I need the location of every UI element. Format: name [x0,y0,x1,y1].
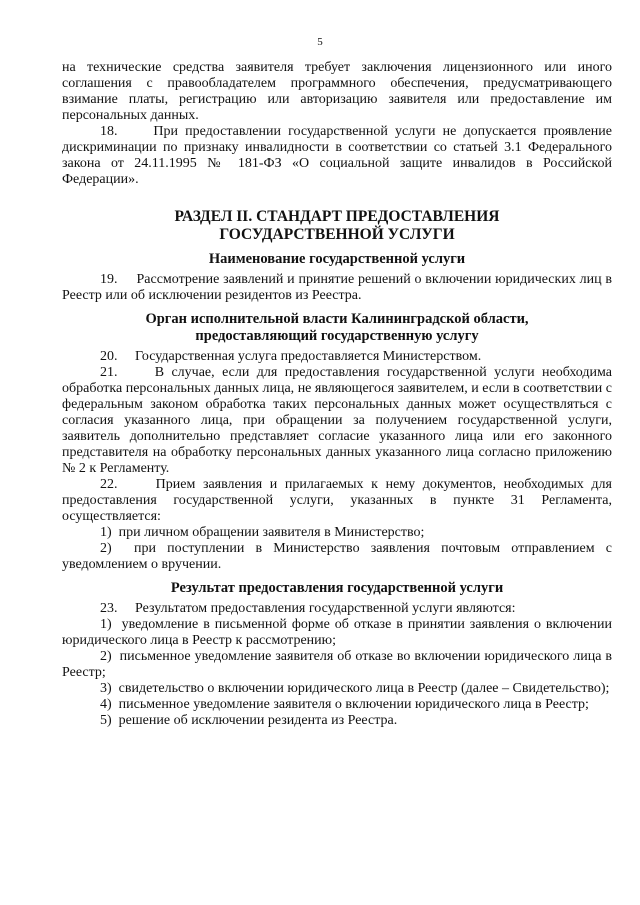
subsection-title-authority-line-2: предоставляющий государственную услугу [195,328,479,344]
paragraph-20: 20. Государственная услуга предоставляется Министерством. [100,349,482,364]
paragraph-18: 18. При предоставлении государственной услуги не допускается проявление дискриминации по признаку инвалидности в соответствии со статьей 3.1 Федерального закона от 24.11.1995 № 181-ФЗ «О социальной защите инвалидов в Российской Федерации». [62,124,612,187]
subsection-title-service-name: Наименование государственной услуги [208,251,466,267]
document-body [62,60,612,729]
paragraph-21: 21. В случае, если для предоставления государственной услуги необходима обработка персональных данных лица, не являющегося заявителем, и если в соответствии с федеральным законом обработка таких персональных данных может осуществляться с согласия указанного лица, при обращении за получением государственной услуги, заявитель дополнительно представляет согласие указанного лица или его законного представителя на обработку персональных данных указанного лица согласно приложению № 2 к Регламенту. [62,365,612,476]
result-item: 4) письменное уведомление заявителя о включении юридического лица в Реестр; [100,697,589,712]
paragraph-23: 23. Результатом предоставления государственной услуги являются: [100,601,516,616]
subsection-title-result: Результат предоставления государственной услуги [170,580,504,596]
paragraph-19: 19. Рассмотрение заявлений и принятие решений о включении юридических лиц в Реестр или об исключении резидентов из Реестра. [62,272,612,303]
page-number: 5 [317,36,323,48]
paragraph-continuation: на технические средства заявителя требует заключения лицензионного или иного соглашения с правообладателем программного обеспечения, предусматривающего взимание платы, регистрацию или авторизацию заявителя или предоставление им персональных данных. [62,60,612,123]
paragraph-22: 22. Прием заявления и прилагаемых к нему документов, необходимых для предоставления государственной услуги, указанных в пункте 31 Регламента, осуществляется: [62,477,612,524]
section-title-line-2: ГОСУДАРСТВЕННОЙ УСЛУГИ [219,226,455,243]
result-item: 5) решение об исключении резидента из Реестра. [100,713,398,728]
result-item: 1) уведомление в письменной форме об отказе в принятии заявления о включении юридического лица в Реестр к рассмотрению; [62,617,612,648]
paragraph-22-item-1: 1) при личном обращении заявителя в Министерство; [100,525,425,540]
paragraph-22-item-2: 2) при поступлении в Министерство заявления почтовым отправлением с уведомлением о вручении. [62,541,612,572]
result-item: 3) свидетельство о включении юридического лица в Реестр (далее – Свидетельство); [100,681,610,696]
result-item: 2) письменное уведомление заявителя об отказе во включении юридического лица в Реестр; [62,649,612,680]
section-title-line-1: РАЗДЕЛ II. СТАНДАРТ ПРЕДОСТАВЛЕНИЯ [174,208,500,225]
subsection-title-authority-line-1: Орган исполнительной власти Калининградской области, [145,311,529,327]
